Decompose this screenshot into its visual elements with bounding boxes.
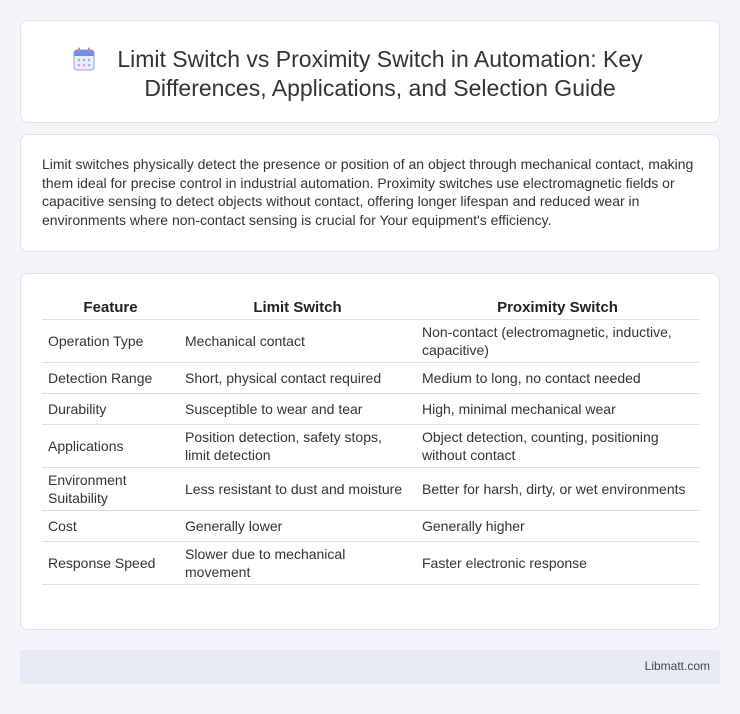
cell-feature: Durability xyxy=(42,393,179,424)
cell-limit-switch: Less resistant to dust and moisture xyxy=(179,467,416,510)
table-header-row xyxy=(42,296,699,319)
cell-limit-switch: Susceptible to wear and tear xyxy=(179,393,416,424)
cell-proximity-switch: Medium to long, no contact needed xyxy=(416,362,699,393)
table-row xyxy=(42,510,699,541)
page-title: Limit Switch vs Proximity Switch in Automation: Key Differences, Applications, and Selection Guide xyxy=(117,46,643,101)
cell-proximity-switch: Faster electronic response xyxy=(416,541,699,584)
header-proximity-switch: Proximity Switch xyxy=(416,296,699,319)
cell-proximity-switch: Better for harsh, dirty, or wet environments xyxy=(416,467,699,510)
cell-limit-switch: Slower due to mechanical movement xyxy=(179,541,416,584)
cell-feature: Applications xyxy=(42,424,179,467)
cell-proximity-switch: Object detection, counting, positioning without contact xyxy=(416,424,699,467)
table-row xyxy=(42,467,699,510)
comparison-table-card xyxy=(20,273,720,630)
cell-proximity-switch: Generally higher xyxy=(416,510,699,541)
cell-limit-switch: Generally lower xyxy=(179,510,416,541)
summary-text: Limit switches physically detect the presence or position of an object through mechanical contact, making them ideal for precise control in industrial automation. Proximity switches use electromagnetic fields or capacitive sensing to detect objects without contact, offering longer lifespan and reduced wear in environments where non-contact sensing is crucial for Your equipment's efficiency. xyxy=(42,156,694,228)
cell-feature: Response Speed xyxy=(42,541,179,584)
cell-feature: Cost xyxy=(42,510,179,541)
cell-feature: Operation Type xyxy=(42,319,179,362)
cell-feature: Environment Suitability xyxy=(42,467,179,510)
header-feature: Feature xyxy=(42,296,179,319)
table-row xyxy=(42,424,699,467)
cell-proximity-switch: Non-contact (electromagnetic, inductive, capacitive) xyxy=(416,319,699,362)
cell-proximity-switch: High, minimal mechanical wear xyxy=(416,393,699,424)
table-row xyxy=(42,541,699,584)
header-limit-switch: Limit Switch xyxy=(179,296,416,319)
title-card xyxy=(20,20,720,123)
cell-feature: Detection Range xyxy=(42,362,179,393)
cell-limit-switch: Short, physical contact required xyxy=(179,362,416,393)
footer xyxy=(20,650,720,684)
cell-limit-switch: Position detection, safety stops, limit detection xyxy=(179,424,416,467)
table-row xyxy=(42,319,699,362)
comparison-table xyxy=(42,296,699,585)
table-row xyxy=(42,362,699,393)
footer-brand: Libmatt.com xyxy=(644,659,710,673)
summary-card xyxy=(20,134,720,252)
cell-limit-switch: Mechanical contact xyxy=(179,319,416,362)
table-row xyxy=(42,393,699,424)
